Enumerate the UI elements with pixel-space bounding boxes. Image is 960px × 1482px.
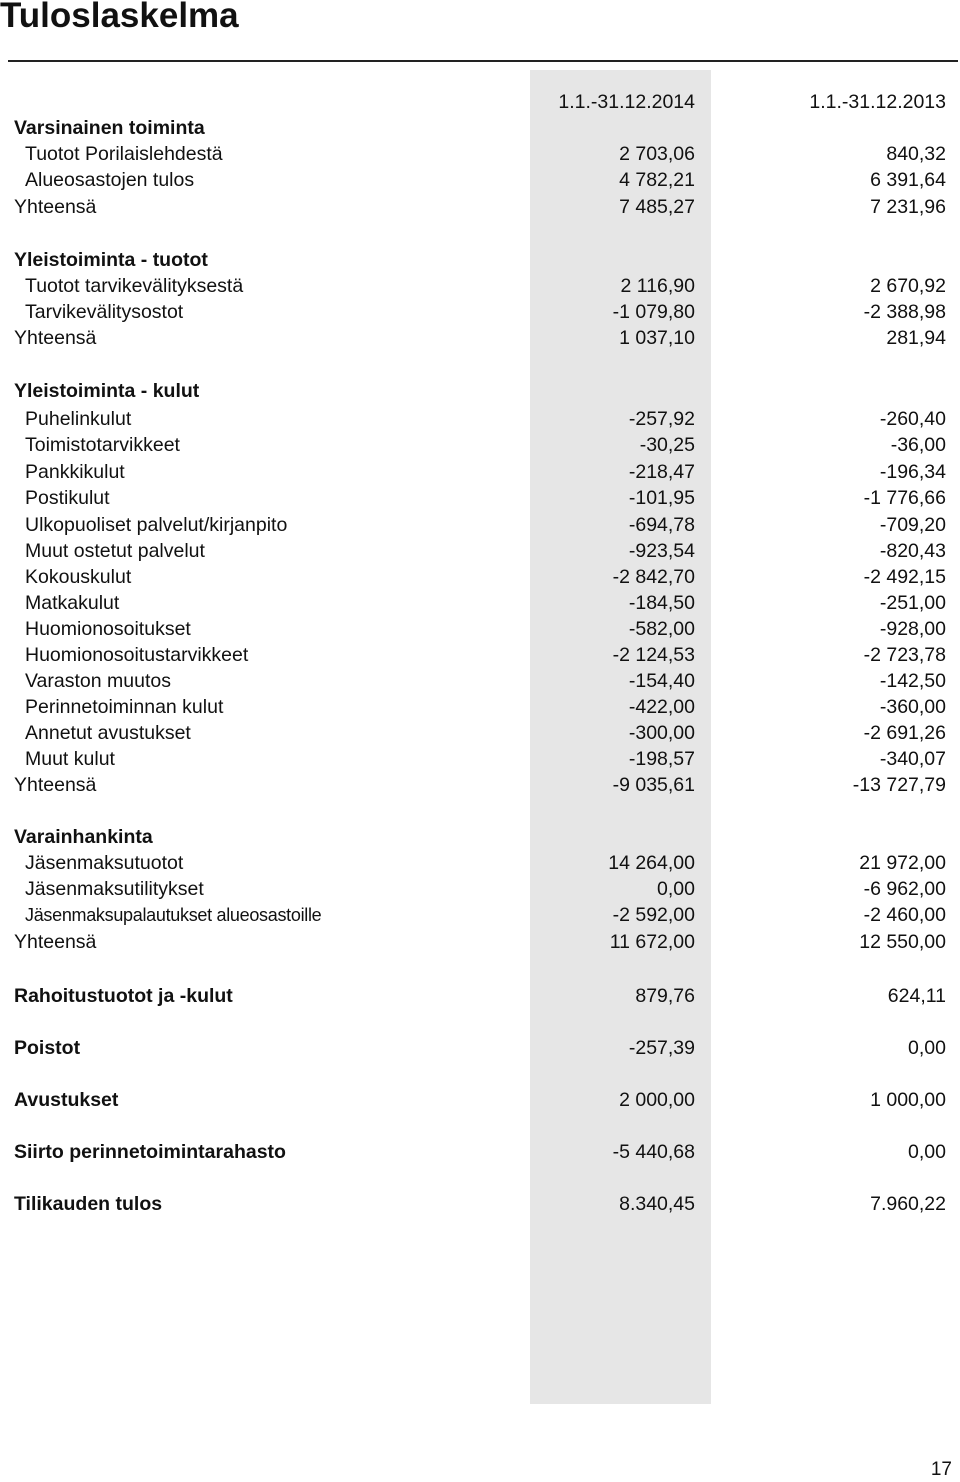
row-label: Puhelinkulut	[25, 408, 132, 430]
value-2013: 6 391,64	[870, 169, 946, 191]
period-header-row	[0, 89, 960, 115]
row-label: Tuotot Porilaislehdestä	[25, 143, 223, 165]
table-row	[0, 485, 960, 511]
value-2014: 8.340,45	[619, 1193, 695, 1215]
section-row-yleistoiminta-tuotot	[0, 247, 960, 273]
table-row	[0, 616, 960, 642]
row-label: Perinnetoiminnan kulut	[25, 696, 224, 718]
table-row	[0, 273, 960, 299]
value-2013: -2 691,26	[863, 722, 946, 744]
value-2013: 7.960,22	[870, 1193, 946, 1215]
value-2013: -820,43	[879, 540, 946, 562]
table-row	[0, 459, 960, 485]
value-2014: -1 079,80	[612, 301, 695, 323]
row-label: Toimistotarvikkeet	[25, 434, 180, 456]
table-row	[0, 406, 960, 432]
value-2014: -422,00	[628, 696, 695, 718]
row-label: Muut kulut	[25, 748, 115, 770]
table-row	[0, 538, 960, 564]
value-2013: -36,00	[890, 434, 946, 456]
table-row	[0, 850, 960, 876]
value-2014: -257,39	[628, 1037, 695, 1059]
table-row	[0, 512, 960, 538]
value-2013: -2 460,00	[863, 904, 946, 926]
title-divider	[8, 60, 958, 62]
total-row	[0, 194, 960, 220]
row-label: Tilikauden tulos	[14, 1193, 163, 1215]
value-2014: -582,00	[628, 618, 695, 640]
row-label: Ulkopuoliset palvelut/kirjanpito	[25, 514, 288, 536]
total-row	[0, 929, 960, 955]
row-label: Rahoitustuotot ja -kulut	[14, 985, 233, 1007]
row-label: Kokouskulut	[25, 566, 132, 588]
value-2013: -1 776,66	[863, 487, 946, 509]
value-2014: -2 124,53	[612, 644, 695, 666]
row-label: Yhteensä	[14, 327, 97, 349]
value-2014: -101,95	[628, 487, 695, 509]
table-row	[0, 432, 960, 458]
value-2014: 0,00	[657, 878, 695, 900]
value-2013: 1 000,00	[870, 1089, 946, 1111]
table-row	[0, 167, 960, 193]
value-2013: -13 727,79	[852, 774, 946, 796]
value-2013: 12 550,00	[859, 931, 946, 953]
value-2013: -2 492,15	[863, 566, 946, 588]
value-2014: 4 782,21	[619, 169, 695, 191]
row-label: Pankkikulut	[25, 461, 125, 483]
value-2014: 11 672,00	[609, 931, 695, 953]
value-2013: -360,00	[879, 696, 946, 718]
table-row	[0, 694, 960, 720]
value-2013: 624,11	[887, 985, 946, 1007]
value-2013: 0,00	[908, 1141, 946, 1163]
value-2013: -6 962,00	[863, 878, 946, 900]
section-row-yleistoiminta-kulut	[0, 378, 960, 404]
value-2014: -257,92	[628, 408, 695, 430]
value-2013: 0,00	[908, 1037, 946, 1059]
value-2014: -184,50	[628, 592, 695, 614]
value-2014: 879,76	[635, 985, 695, 1007]
row-label: Yhteensä	[14, 774, 97, 796]
value-2014: -198,57	[628, 748, 695, 770]
row-label: Varainhankinta	[14, 826, 153, 848]
table-row	[0, 141, 960, 167]
summary-row-poistot	[0, 1035, 960, 1061]
value-2014: 7 485,27	[619, 196, 695, 218]
value-2014: 2 703,06	[619, 143, 695, 165]
table-row	[0, 720, 960, 746]
row-label: Muut ostetut palvelut	[25, 540, 205, 562]
row-label: Tuotot tarvikevälityksestä	[25, 275, 244, 297]
section-row-varainhankinta	[0, 824, 960, 850]
value-2013: -2 723,78	[863, 644, 946, 666]
value-2013: -260,40	[879, 408, 946, 430]
table-row	[0, 746, 960, 772]
table-row	[0, 564, 960, 590]
row-label: Yhteensä	[14, 196, 97, 218]
value-2014: -218,47	[628, 461, 695, 483]
row-label: Siirto perinnetoimintarahasto	[14, 1141, 286, 1163]
table-row	[0, 299, 960, 325]
section-row-varsinainen-toiminta	[0, 115, 960, 141]
value-2013: 2 670,92	[870, 275, 946, 297]
row-label: Jäsenmaksutuotot	[25, 852, 184, 874]
value-2013: 840,32	[886, 143, 946, 165]
value-2014: -300,00	[628, 722, 695, 744]
row-label: Annetut avustukset	[25, 722, 191, 744]
value-2014: -5 440,68	[612, 1141, 695, 1163]
value-2014: 14 264,00	[608, 852, 695, 874]
value-2014: -923,54	[628, 540, 695, 562]
total-row	[0, 325, 960, 351]
value-2013: -709,20	[879, 514, 946, 536]
value-2014: -9 035,61	[612, 774, 695, 796]
row-label: Jäsenmaksupalautukset alueosastoille	[25, 905, 322, 925]
row-label: Postikulut	[25, 487, 110, 509]
table-row	[0, 902, 960, 928]
value-2014: 2 000,00	[619, 1089, 695, 1111]
row-label: Yleistoiminta - tuotot	[14, 249, 208, 271]
row-label: Yleistoiminta - kulut	[14, 380, 200, 402]
value-2013: 281,94	[886, 327, 946, 349]
table-row	[0, 642, 960, 668]
period-header-2013: 1.1.-31.12.2013	[809, 91, 946, 113]
row-label: Yhteensä	[14, 931, 97, 953]
row-label: Poistot	[14, 1037, 81, 1059]
summary-row-avustukset	[0, 1087, 960, 1113]
row-label: Varaston muutos	[25, 670, 171, 692]
summary-row-tilikauden-tulos	[0, 1191, 960, 1217]
table-row	[0, 876, 960, 902]
row-label: Jäsenmaksutilitykset	[25, 878, 204, 900]
value-2013: -340,07	[879, 748, 946, 770]
value-2013: 21 972,00	[859, 852, 946, 874]
value-2013: -142,50	[879, 670, 946, 692]
value-2013: -2 388,98	[863, 301, 946, 323]
value-2013: -928,00	[879, 618, 946, 640]
value-2013: -196,34	[879, 461, 946, 483]
total-row	[0, 772, 960, 798]
value-2014: -694,78	[628, 514, 695, 536]
row-label: Avustukset	[14, 1089, 119, 1111]
page-number: 17	[930, 1459, 952, 1480]
value-2014: -154,40	[628, 670, 695, 692]
page-title: Tuloslaskelma	[0, 0, 239, 35]
table-row	[0, 668, 960, 694]
row-label: Varsinainen toiminta	[14, 117, 205, 139]
value-2014: 2 116,90	[620, 275, 695, 297]
value-2013: 7 231,96	[870, 196, 946, 218]
row-label: Huomionosoitustarvikkeet	[25, 644, 249, 666]
row-label: Huomionosoitukset	[25, 618, 191, 640]
summary-row-rahoitustuotot	[0, 983, 960, 1009]
value-2014: 1 037,10	[619, 327, 695, 349]
row-label: Matkakulut	[25, 592, 120, 614]
value-2013: -251,00	[879, 592, 946, 614]
value-2014: -30,25	[639, 434, 695, 456]
value-2014: -2 592,00	[612, 904, 695, 926]
table-row	[0, 590, 960, 616]
period-header-2014: 1.1.-31.12.2014	[558, 91, 695, 113]
summary-row-siirto-perinnetoimintarahasto	[0, 1139, 960, 1165]
row-label: Alueosastojen tulos	[25, 169, 195, 191]
row-label: Tarvikevälitysostot	[25, 301, 184, 323]
value-2014: -2 842,70	[612, 566, 695, 588]
